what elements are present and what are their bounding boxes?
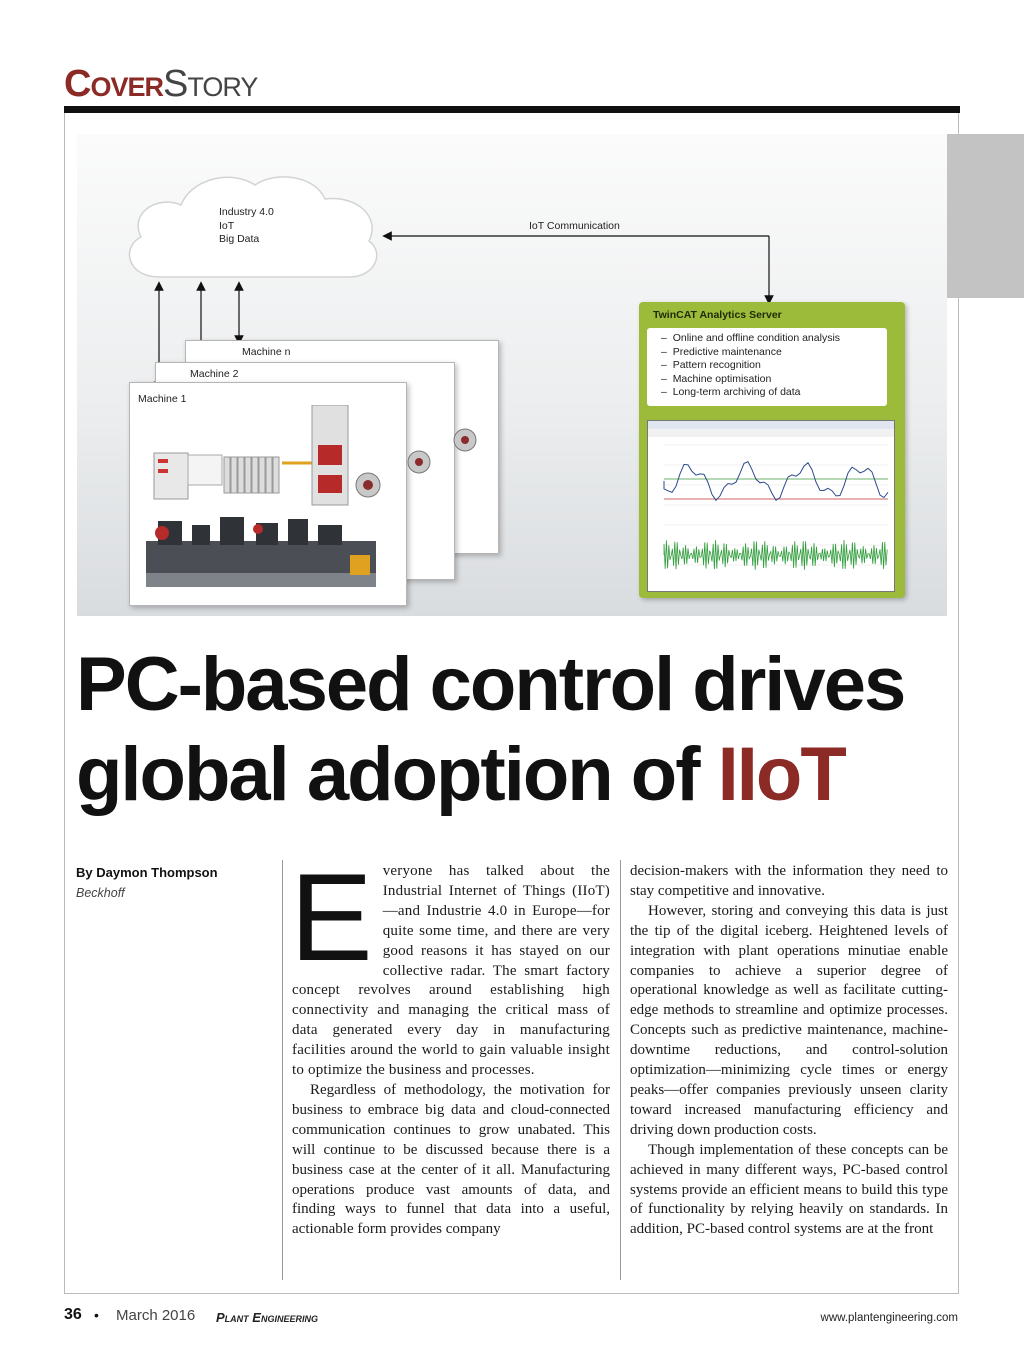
byline-author: By Daymon Thompson (76, 865, 218, 880)
machine-label: Machine 1 (138, 393, 187, 405)
machine-card-1 (129, 382, 407, 606)
byline-affiliation: Beckhoff (76, 886, 125, 900)
twincat-analytics-server (639, 302, 905, 598)
machine-label: Machine 2 (190, 368, 239, 380)
server-feature-list (647, 328, 887, 406)
server-feature-text: Predictive maintenance (672, 345, 782, 358)
drop-cap: E (290, 849, 373, 987)
server-feature-text: Pattern recognition (672, 359, 761, 372)
page-edge-tab (947, 134, 1024, 298)
headline-line2 (76, 730, 956, 820)
body-paragraph: decision-makers with the information they need to stay competitive and innovative. (630, 863, 948, 899)
publication-url: www.plantengineering.com (820, 1312, 958, 1324)
server-feature-text: Machine optimisation (672, 372, 772, 385)
server-feature-item: – Predictive maintenance (661, 345, 782, 358)
analytics-chart-screenshot (647, 420, 895, 592)
column-rule (620, 860, 621, 1280)
section-header-light: Story (162, 63, 258, 105)
section-header-bold: Cover (64, 63, 163, 105)
cloud-line: IoT (219, 219, 235, 232)
column-rule (282, 860, 283, 1280)
body-paragraph: veryone has talked about the Industrial Internet of Things (IIoT)—and Industrie 4.0 in Europe—for quite some time, and there are very good reasons it has stayed on our collective radar. The smart factory concept revolves around establishing high connectivity and managing the critical mass of data generated every day in manufacturing facilities around the world to gain valuable insight to optimize the business and processes. (292, 863, 610, 1079)
header-rule (64, 106, 960, 113)
server-feature-item: – Machine optimisation (661, 372, 772, 385)
page-number: 36 (64, 1306, 82, 1323)
iiot-diagram (77, 134, 947, 616)
frame-bottom-rule (64, 1293, 959, 1294)
publication-name: Plant Engineering (216, 1310, 318, 1325)
frame-left-rule (64, 113, 65, 1293)
trace-line (664, 462, 888, 501)
machine-label: Machine n (242, 346, 291, 358)
body-column-1 (290, 849, 610, 1240)
server-feature-item: – Pattern recognition (661, 359, 761, 372)
motor-icon (407, 422, 487, 492)
server-feature-text: Online and offline condition analysis (672, 332, 841, 344)
server-feature-item: – Long-term archiving of data (661, 386, 801, 399)
section-header (64, 62, 257, 106)
cloud-line: Big Data (219, 233, 260, 245)
body-paragraph: Though implementation of these concepts can be achieved in many different ways, PC-based control systems provide an efficient means to build this type of functionality by relying heavily on standards. In addition, PC-based control systems are at the front (630, 1141, 948, 1238)
server-feature-text: Long-term archiving of data (672, 386, 801, 399)
headline-accent: IIoT (717, 732, 845, 817)
vibration-waveform (664, 540, 887, 570)
machine-equipment-icon (136, 405, 402, 601)
iot-communication-label: IoT Communication (529, 220, 620, 232)
body-paragraph: However, storing and conveying this data is just the tip of the digital iceberg. Heightened levels of integration with plant operations minutiae enable companies to achieve a superior degree of operational knowledge as well as facilitate cutting-edge methods to streamline and optimize processes. Concepts such as predictive maintenance, machine-downtime reductions, and control-solution optimization—minimizing cycle times or energy peaks—offer companies previously unseen clarity toward increased manufacturing efficiency and driving down production costs. (630, 902, 948, 1138)
body-column-2 (630, 862, 948, 1240)
body-paragraph: Regardless of methodology, the motivation for business to embrace big data and cloud-connected communication continues to grow unabated. This will continue to be discussed because there is a business case at the center of it all. Manufacturing operations produce vast amounts of data, and finding ways to funnel that data into a useful, actionable form provides company (292, 1081, 610, 1238)
server-feature-item: – Online and offline condition analysis (661, 332, 841, 344)
headline (76, 640, 956, 820)
headline-line1: PC-based control drives (76, 642, 905, 727)
headline-line2-text: global adoption of (76, 732, 718, 817)
footer-bullet: • (94, 1307, 99, 1323)
server-title: TwinCAT Analytics Server (653, 309, 782, 321)
issue-date: March 2016 (116, 1307, 196, 1324)
cloud-line: Industry 4.0 (219, 206, 274, 218)
